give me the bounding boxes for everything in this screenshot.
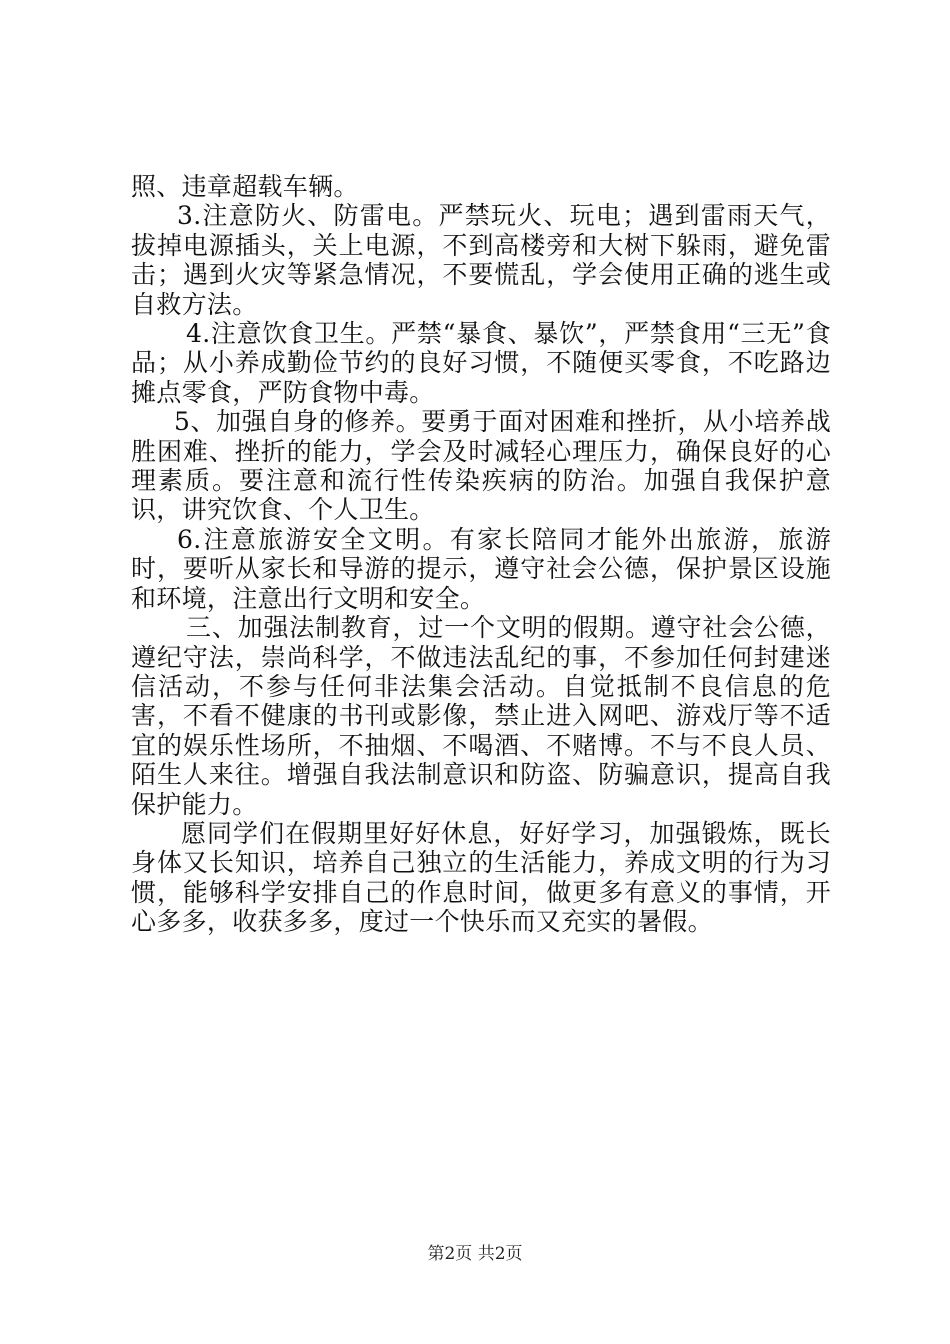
paragraph-section-3: 三、加强法制教育，过一个文明的假期。遵守社会公德，遵纪守法，崇尚科学，不做违法乱纪的事，不参加任何封建迷信活动，不参与任何非法集会活动。自觉抵制不良信息的危害，不看不健康的书刊或影像，禁止进入网吧、游戏厅等不适宜的娱乐性场所，不抽烟、不喝酒、不赌博。不与不良人员、陌生人来往。增强自我法制意识和防盗、防骗意识，提高自我保护能力。 [131, 613, 831, 819]
paragraph-continuation: 照、违章超载车辆。 [131, 172, 359, 201]
document-body [131, 172, 831, 937]
paragraph-item-4: 4.注意饮食卫生。严禁“暴食、暴饮”，严禁食用“三无”食品；从小养成勤俭节约的良好习惯，不随便买零食，不吃路边摊点零食，严防食物中毒。 [131, 319, 831, 407]
paragraph-item-3: 3.注意防火、防雷电。严禁玩火、玩电；遇到雷雨天气，拔掉电源插头，关上电源，不到高楼旁和大树下躲雨，避免雷击；遇到火灾等紧急情况，不要慌乱，学会使用正确的逃生或自救方法。 [131, 201, 831, 319]
page-footer: 第2页 共2页 [427, 1244, 523, 1264]
paragraph-item-6: 6.注意旅游安全文明。有家长陪同才能外出旅游，旅游时，要听从家长和导游的提示，遵守社会公德，保护景区设施和环境，注意出行文明和安全。 [131, 524, 831, 613]
paragraph-item-5: 5、加强自身的修养。要勇于面对困难和挫折，从小培养战胜困难、挫折的能力，学会及时减轻心理压力，确保良好的心理素质。要注意和流行性传染疾病的防治。加强自我保护意识，讲究饮食、个人卫生。 [131, 407, 831, 525]
paragraph-closing: 愿同学们在假期里好好休息，好好学习，加强锻炼，既长身体又长知识，培养自己独立的生活能力，养成文明的行为习惯，能够科学安排自己的作息时间，做更多有意义的事情，开心多多，收获多多，度过一个快乐而又充实的暑假。 [131, 818, 831, 937]
